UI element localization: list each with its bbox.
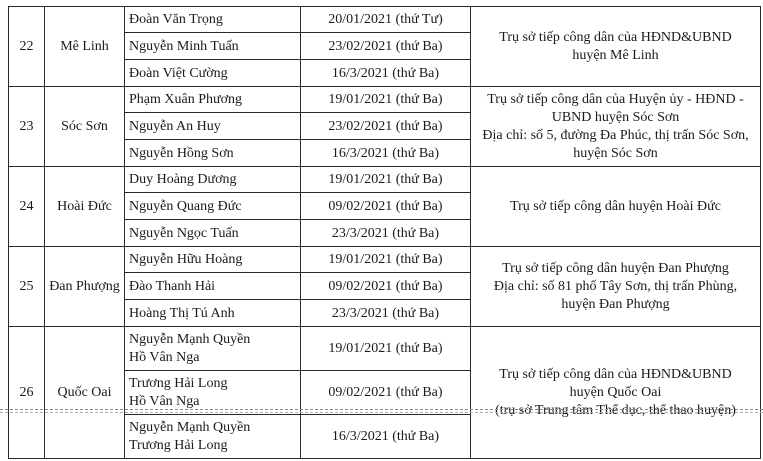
official-name: Đoàn Văn Trọng [129, 12, 223, 27]
official-name-cell [125, 60, 301, 87]
district-name: Hoài Đức [45, 167, 125, 247]
table-row [9, 87, 761, 113]
schedule-body [9, 7, 761, 459]
official-name: Nguyễn Ngọc Tuấn [129, 225, 239, 241]
official-name-cell [125, 113, 301, 140]
district-name: Sóc Sơn [45, 87, 125, 167]
official-name: Nguyễn Mạnh Quyền [129, 419, 251, 435]
address-line: UBND huyện Sóc Sơn [551, 109, 680, 125]
address-line: Trụ sở tiếp công dân của HĐND&UBND [499, 366, 732, 382]
reception-address [471, 7, 761, 87]
table-row [9, 247, 761, 273]
official-name: Nguyễn Quang Đức [129, 198, 242, 214]
row-number: 24 [9, 167, 45, 247]
official-name: Hoàng Thị Tú Anh [129, 305, 235, 321]
reception-date: 16/3/2021 (thứ Ba) [301, 415, 471, 459]
reception-address [471, 327, 761, 459]
official-name: Nguyễn Hồng Sơn [129, 145, 234, 161]
official-name-cell [125, 415, 301, 459]
reception-date: 16/3/2021 (thứ Ba) [301, 60, 471, 87]
official-name-cell [125, 167, 301, 193]
reception-date: 23/02/2021 (thứ Ba) [301, 33, 471, 60]
scan-artifact-line [0, 409, 763, 410]
district-name: Quốc Oai [45, 327, 125, 459]
reception-date: 16/3/2021 (thứ Ba) [301, 140, 471, 167]
reception-date: 09/02/2021 (thứ Ba) [301, 371, 471, 415]
address-line: Trụ sở tiếp công dân của HĐND&UBND [499, 29, 732, 45]
reception-date: 23/02/2021 (thứ Ba) [301, 113, 471, 140]
official-name: Hồ Vân Nga [129, 349, 200, 365]
address-line: huyện Quốc Oai [569, 384, 662, 400]
address-line: huyện Mê Linh [572, 47, 659, 63]
address-line: Địa chỉ: số 81 phố Tây Sơn, thị trấn Phùng, [493, 278, 738, 294]
reception-date: 19/01/2021 (thứ Ba) [301, 167, 471, 193]
district-name: Đan Phượng [45, 247, 125, 327]
reception-date: 19/01/2021 (thứ Ba) [301, 247, 471, 273]
official-name: Duy Hoàng Dương [129, 172, 237, 187]
reception-date: 23/3/2021 (thứ Ba) [301, 220, 471, 247]
reception-address [471, 247, 761, 327]
address-line: Địa chỉ: số 5, đường Đa Phúc, thị trấn Sóc Sơn, [482, 127, 749, 143]
address-line: (trụ sở Trung tâm Thể dục, thể thao huyện) [495, 402, 736, 418]
address-line: Trụ sở tiếp công dân của Huyện ủy - HĐND - [487, 91, 744, 107]
table-row [9, 327, 761, 371]
official-name: Trương Hải Long [129, 375, 228, 391]
schedule-table [8, 6, 761, 459]
official-name: Nguyễn Hữu Hoàng [129, 252, 243, 267]
official-name-cell [125, 220, 301, 247]
row-number: 22 [9, 7, 45, 87]
official-name-cell [125, 7, 301, 33]
reception-address [471, 87, 761, 167]
row-number: 26 [9, 327, 45, 459]
official-name-cell [125, 300, 301, 327]
official-name-cell [125, 247, 301, 273]
reception-date: 20/01/2021 (thứ Tư) [301, 7, 471, 33]
reception-date: 23/3/2021 (thứ Ba) [301, 300, 471, 327]
official-name-cell [125, 273, 301, 300]
reception-date: 19/01/2021 (thứ Ba) [301, 87, 471, 113]
official-name: Trương Hải Long [129, 437, 228, 453]
official-name: Hồ Vân Nga [129, 393, 200, 409]
reception-date: 09/02/2021 (thứ Ba) [301, 273, 471, 300]
official-name-cell [125, 140, 301, 167]
address-line: huyện Đan Phượng [561, 296, 670, 312]
official-name-cell [125, 87, 301, 113]
official-name-cell [125, 327, 301, 371]
address-line: Trụ sở tiếp công dân huyện Đan Phượng [502, 260, 729, 276]
official-name-cell [125, 193, 301, 220]
reception-date: 19/01/2021 (thứ Ba) [301, 327, 471, 371]
reception-address [471, 167, 761, 247]
official-name-cell [125, 33, 301, 60]
official-name: Phạm Xuân Phương [129, 92, 242, 107]
official-name: Đoàn Việt Cường [129, 65, 228, 81]
row-number: 23 [9, 87, 45, 167]
scan-artifact-line [0, 412, 763, 413]
table-row [9, 7, 761, 33]
official-name: Nguyễn Mạnh Quyền [129, 331, 251, 347]
official-name: Nguyễn Minh Tuấn [129, 38, 239, 54]
address-line: huyện Sóc Sơn [573, 145, 658, 161]
district-name: Mê Linh [45, 7, 125, 87]
table-row [9, 167, 761, 193]
reception-date: 09/02/2021 (thứ Ba) [301, 193, 471, 220]
row-number: 25 [9, 247, 45, 327]
official-name: Đào Thanh Hải [129, 278, 216, 294]
official-name-cell [125, 371, 301, 415]
official-name: Nguyễn An Huy [129, 118, 221, 134]
address-line: Trụ sở tiếp công dân huyện Hoài Đức [510, 198, 721, 214]
